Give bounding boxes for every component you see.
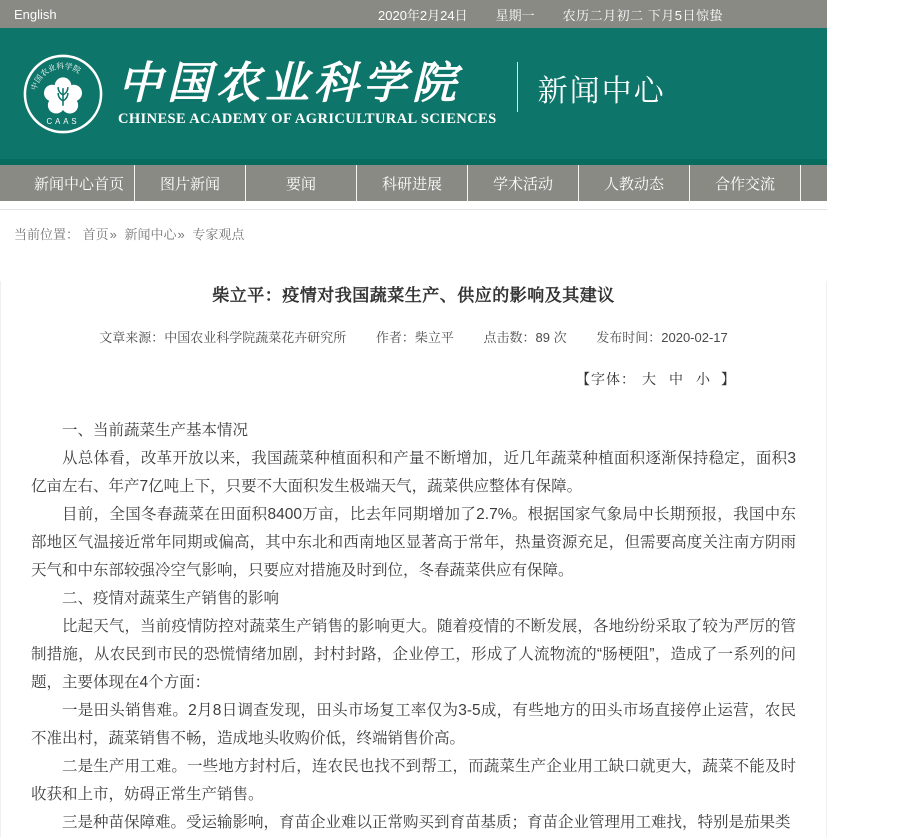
meta-source-value: 中国农业科学院蔬菜花卉研究所 xyxy=(164,330,347,345)
meta-author-label: 作者： xyxy=(375,330,415,345)
font-size-medium-button[interactable]: 中 xyxy=(669,371,684,387)
meta-clicks-value: 89 次 xyxy=(535,330,567,345)
nav-item-academic[interactable]: 学术活动 xyxy=(468,165,579,201)
font-size-open-bracket: 【字体： xyxy=(576,371,636,387)
article xyxy=(0,281,827,837)
article-title: 柴立平：疫情对我国蔬菜生产、供应的影响及其建议 xyxy=(212,286,615,305)
article-meta xyxy=(31,327,796,346)
breadcrumb-wrap xyxy=(0,209,827,255)
org-name-block xyxy=(118,59,497,129)
caas-logo-icon xyxy=(22,53,104,135)
paragraph-section2-heading: 二、疫情对蔬菜生产销售的影响 xyxy=(62,590,280,607)
english-link[interactable]: English xyxy=(14,6,57,22)
meta-source-label: 文章来源： xyxy=(99,330,165,345)
meta-author-value: 柴立平 xyxy=(414,330,454,345)
lunar-date-text: 农历二月初二 下月5日惊蛰 xyxy=(562,7,723,23)
masthead xyxy=(0,28,827,159)
font-size-selector xyxy=(31,369,796,389)
org-name-cn: 中国农业科学院 xyxy=(118,58,461,108)
font-size-close-bracket: 】 xyxy=(721,371,736,387)
breadcrumb-separator: » xyxy=(177,227,185,242)
paragraph: 一是田头销售难。2月8日调查发现，田头市场复工率仅为3-5成，有些地方的田头市场直接停止运营，农民不准出村，蔬菜销售不畅，造成地头收购价低，终端销售价高。 xyxy=(31,702,796,747)
paragraph: 从总体看，改革开放以来，我国蔬菜种植面积和产量不断增加，近几年蔬菜种植面积逐渐保持稳定，面积3亿亩左右、年产7亿吨上下，只要不大面积发生极端天气，蔬菜供应整体有保障。 xyxy=(31,450,796,495)
nav-item-cooperation[interactable]: 合作交流 xyxy=(690,165,801,201)
font-size-small-button[interactable]: 小 xyxy=(696,371,711,387)
main-nav xyxy=(0,165,887,201)
font-size-large-button[interactable]: 大 xyxy=(642,371,657,387)
paragraph-section1-heading: 一、当前蔬菜生产基本情况 xyxy=(62,422,249,439)
paragraph: 比起天气，当前疫情防控对蔬菜生产销售的影响更大。随着疫情的不断发展，各地纷纷采取了较为严厉的管制措施，从农民到市民的恐慌情绪加剧，封村封路，企业停工，形成了人流物流的“肠梗阻”，造成了一系列的问题，主要体现在4个方面： xyxy=(31,618,796,691)
paragraph: 三是种苗保障难。受运输影响，育苗企业难以正常购买到育苗基质；育苗企业管理用工难找，特别是茄果类 xyxy=(62,814,791,831)
nav-item-party-culture[interactable]: 党建文化 xyxy=(826,175,887,193)
meta-publish-value: 2020-02-17 xyxy=(661,330,728,345)
article-body xyxy=(31,417,796,837)
logo-caption: CAAS xyxy=(46,116,80,126)
nav-item-photo-news[interactable]: 图片新闻 xyxy=(135,165,246,201)
breadcrumb-separator: » xyxy=(109,227,117,242)
breadcrumb xyxy=(0,210,827,255)
breadcrumb-prefix: 当前位置： xyxy=(14,227,80,242)
meta-publish-group xyxy=(596,330,728,345)
meta-clicks-group xyxy=(484,330,567,345)
paragraph: 二是生产用工难。一些地方封村后，连农民也找不到帮工，而蔬菜生产企业用工缺口就更大，蔬菜不能及时收获和上市，妨碍正常生产销售。 xyxy=(31,758,796,803)
meta-clicks-label: 点击数： xyxy=(483,330,536,345)
org-name-en: CHINESE ACADEMY OF AGRICULTURAL SCIENCES xyxy=(118,111,497,128)
nav-item-news-home[interactable]: 新闻中心首页 xyxy=(24,165,135,201)
date-line xyxy=(378,5,723,24)
masthead-divider xyxy=(517,62,518,112)
site-section-title: 新闻中心 xyxy=(537,74,666,108)
weekday-text: 星期一 xyxy=(495,7,535,23)
top-utility-bar xyxy=(0,0,827,28)
paragraph: 目前，全国冬春蔬菜在田面积8400万亩，比去年同期增加了2.7%。根据国家气象局中长期预报，我国中东部地区气温接近常年同期或偏高，其中东北和西南地区显著高于常年，热量资源充足，但需要高度关注南方阴雨天气和中东部较强冷空气影响，只要应对措施及时到位，冬春蔬菜供应有保障。 xyxy=(31,506,796,579)
nav-item-headlines[interactable]: 要闻 xyxy=(246,165,357,201)
breadcrumb-current: 专家观点 xyxy=(192,227,245,242)
meta-author-group xyxy=(376,330,454,345)
breadcrumb-news-center[interactable]: 新闻中心 xyxy=(124,227,177,242)
meta-publish-label: 发布时间： xyxy=(596,330,662,345)
breadcrumb-home[interactable]: 首页 xyxy=(82,227,109,242)
nav-item-research[interactable]: 科研进展 xyxy=(357,165,468,201)
meta-source-group xyxy=(99,330,346,345)
nav-item-hr-education[interactable]: 人教动态 xyxy=(579,165,690,201)
logo-ring-text: 中国农业科学院 xyxy=(29,60,83,91)
date-text: 2020年2月24日 xyxy=(378,7,468,23)
